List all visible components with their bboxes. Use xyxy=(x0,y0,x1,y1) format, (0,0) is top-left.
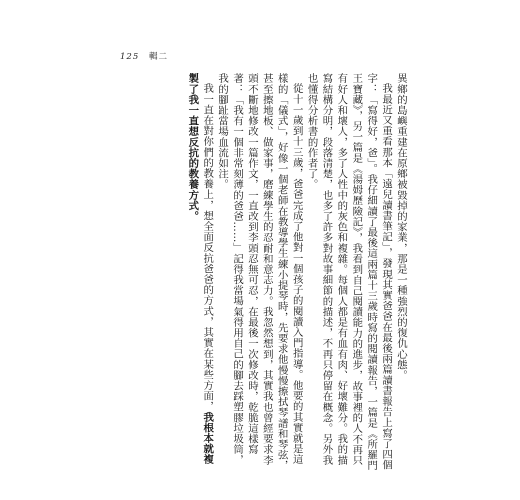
paragraph xyxy=(393,73,408,473)
paragraph-bold-text: 我根本就複製了我一直想反抗的教養方式。 xyxy=(186,73,214,465)
paragraph xyxy=(214,73,303,473)
paragraph xyxy=(184,73,214,473)
body-text xyxy=(158,73,408,473)
paragraph-text: 異鄉的島嶼重建在原鄉被毀掉的家業，那是一種強烈的復仇心態。 xyxy=(395,73,407,381)
paragraph xyxy=(304,73,393,473)
page-number: 125 xyxy=(120,52,140,62)
paragraph-text: 我最近又重看那本「遠兒讀書筆記」，發現其實爸爸在最後兩篇讀書報告上寫了四個字：「寫得好，爸」。我仔細讀了最後這兩篇十三歲時寫的閱讀報告，一篇是《所羅門王寶藏》，另一篇是《湯姆歷險記》，我看到自己閱讀能力的進步，故事裡的人不再只有好人和壞人，多了人性中的灰色和複雜。每個人都是有血有肉、好壞難分。我的描寫結構分明，段落清楚，也多了許多對故事細節的描述，不再只停留在概念。另外我也懂得分析書的作者了。 xyxy=(305,73,393,471)
page-header xyxy=(120,50,168,62)
paragraph-text: 我一直在對你們的教養上，想全面反抗爸爸的方式，其實在某些方面， xyxy=(201,83,214,412)
section-title: 輯二 xyxy=(148,52,168,62)
paragraph-text: 從十一歲到十三歲，爸爸完成了他對一個孩子的閱讀入門指導。他要的其實就是這樣的「儀式」，好像一個老師在教導學生練小提琴時，先要求他慢慢擦拭琴譜和琴弦，甚至擦地板、做家事，磨練學生的忍耐和意志力。我忽然想到，其實我也曾經要求李頭不斷地修改一篇作文，一直改到李頭忍無可忍，在最後一次修改時，乾脆這樣寫著：「我有一個非常刻薄的爸爸……」記得我當場氣得用自己的腳去踩塑膠垃圾筒，我的腳趾當場血流如注。 xyxy=(216,73,303,471)
